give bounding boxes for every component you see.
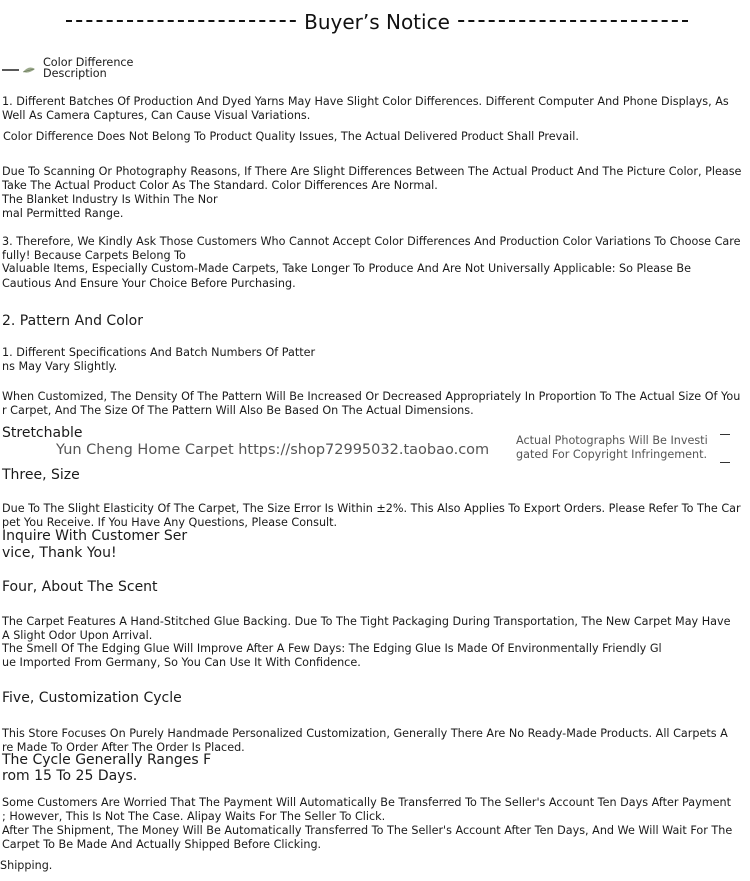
custom-p3-line1: Some Customers Are Worried That The Payment Will Automatically Be Transferred To The Seller's Account Ten Days After Payment <box>2 796 731 809</box>
page-title-wrap <box>66 8 688 36</box>
pattern-p1-line2: ns May Vary Slightly. <box>2 360 118 373</box>
pattern-p1-line1: 1. Different Specifications And Batch Numbers Of Patter <box>2 346 316 359</box>
color-p1-line2: Well As Camera Captures, Can Cause Visual Variations. <box>2 109 311 122</box>
pattern-heading: 2. Pattern And Color <box>2 313 143 329</box>
color-p4-line1: 3. Therefore, We Kindly Ask Those Customers Who Cannot Accept Color Differences And Production Color Variations To Choose Care <box>2 235 741 248</box>
scent-p2-line2: ue Imported From Germany, So You Can Use It With Confidence. <box>2 656 361 669</box>
custom-heading: Five, Customization Cycle <box>2 690 182 706</box>
custom-p3-line5: Shipping. <box>0 859 53 872</box>
color-p3-line4: mal Permitted Range. <box>2 207 124 220</box>
pattern-p2-line2: r Carpet, And The Size Of The Pattern Will Also Be Based On The Actual Dimensions. <box>2 404 474 417</box>
color-p2-line1: Color Difference Does Not Belong To Product Quality Issues, The Actual Delivered Product Shall Prevail. <box>3 130 579 143</box>
size-p1-line1: Due To The Slight Elasticity Of The Carpet, The Size Error Is Within ±2%. This Also Applies To Export Orders. Please Refer To The Car <box>2 502 741 515</box>
color-p4-line4: Cautious And Ensure Your Choice Before Purchasing. <box>2 277 296 290</box>
custom-p3-line3: After The Shipment, The Money Will Be Automatically Transferred To The Seller's Account After Ten Days, And We Will Wait For The <box>2 824 733 837</box>
size-p1-line2: pet You Receive. If You Have Any Questions, Please Consult. <box>2 516 338 529</box>
custom-p1-line1: This Store Focuses On Purely Handmade Personalized Customization, Generally There Are No Ready-Made Products. All Carpets A <box>2 727 728 740</box>
leaf-icon <box>2 62 38 81</box>
custom-p1-line2: re Made To Order After The Order Is Placed. <box>2 741 245 754</box>
size-heading: Three, Size <box>2 467 80 483</box>
scent-p2-line1: The Smell Of The Edging Glue Will Improve After A Few Days: The Edging Glue Is Made Of Environmentally Friendly Gl <box>2 642 662 655</box>
color-p1-line1: 1. Different Batches Of Production And Dyed Yarns May Have Slight Color Differences. Different Computer And Phone Displays, As <box>2 95 729 108</box>
color-p3-line1: Due To Scanning Or Photography Reasons, If There Are Slight Differences Between The Actual Product And The Picture Color, Please <box>2 165 742 178</box>
pattern-p2-line1: When Customized, The Density Of The Pattern Will Be Increased Or Decreased Appropriately In Proportion To The Actual Size Of You <box>2 390 741 403</box>
color-p3-line3: The Blanket Industry Is Within The Nor <box>2 193 218 206</box>
scent-p1-line2: A Slight Odor Upon Arrival. <box>2 629 153 642</box>
size-p2-line2: vice, Thank You! <box>2 545 117 561</box>
color-desc-label-line1: Color Difference <box>43 56 134 69</box>
watermark-dash-icon <box>720 434 730 435</box>
color-p3-line2: Take The Actual Product Color As The Standard. Color Differences Are Normal. <box>2 179 438 192</box>
scent-heading: Four, About The Scent <box>2 579 158 595</box>
color-desc-label-line2: Description <box>43 67 107 80</box>
watermark-shop: Yun Cheng Home Carpet https://shop72995032.taobao.com <box>56 442 490 458</box>
size-p2-line1: Inquire With Customer Ser <box>2 528 188 544</box>
watermark-notice-line1: Actual Photographs Will Be Investi <box>516 434 708 447</box>
custom-p3-line4: Carpet To Be Made And Actually Shipped Before Clicking. <box>2 838 322 851</box>
leaf-icon-svg <box>2 63 38 77</box>
color-p4-line2: fully! Because Carpets Belong To <box>2 249 186 262</box>
watermark-dash-icon <box>720 462 730 463</box>
watermark-notice-line2: gated For Copyright Infringement. <box>516 448 708 461</box>
scent-p1-line1: The Carpet Features A Hand-Stitched Glue Backing. Due To The Tight Packaging During Transportation, The New Carpet May Have <box>2 615 731 628</box>
custom-p2-line2: rom 15 To 25 Days. <box>2 768 138 784</box>
color-p4-line3: Valuable Items, Especially Custom-Made Carpets, Take Longer To Produce And Are Not Universally Applicable: So Please Be <box>2 262 691 275</box>
custom-p3-line2: ; However, This Is Not The Case. Alipay Waits For The Seller To Click. <box>2 810 386 823</box>
page-title: Buyer’s Notice <box>300 8 454 36</box>
custom-p2-line1: The Cycle Generally Ranges F <box>2 752 212 768</box>
pattern-stretchable: Stretchable <box>2 425 83 441</box>
